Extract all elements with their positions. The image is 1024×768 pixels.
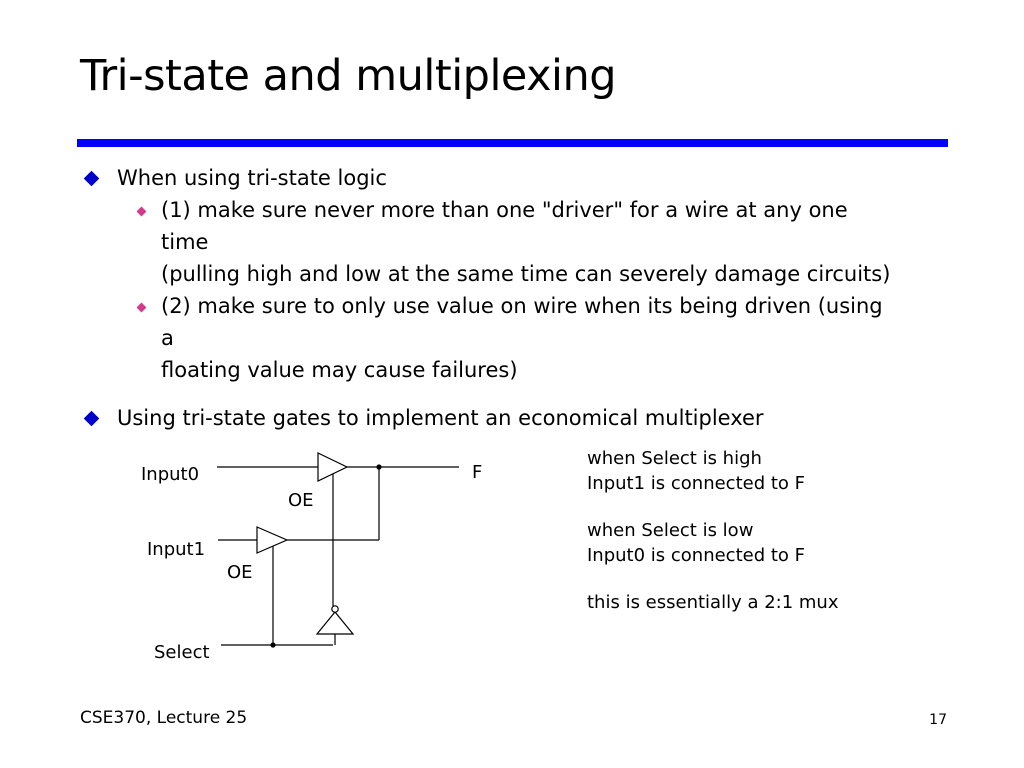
oe-label-bottom: OE: [227, 562, 253, 583]
slide-title: Tri-state and multiplexing: [80, 51, 617, 101]
note-line: this is essentially a 2:1 mux: [587, 592, 839, 613]
footer-course: CSE370, Lecture 25: [80, 708, 248, 728]
slide-number: 17: [929, 712, 947, 728]
sub-bullet-line: (pulling high and low at the same time can severely damage circuits): [161, 262, 891, 286]
bullet-text: When using tri-state logic: [117, 166, 387, 190]
tristate-buffer-input1-icon: [257, 527, 287, 553]
note-line: Input0 is connected to F: [587, 545, 806, 566]
input0-label: Input0: [141, 464, 200, 485]
sub-bullet-line: time: [161, 230, 209, 254]
output-label: F: [472, 462, 483, 483]
sub-bullet-line: (1) make sure never more than one "driver" for a wire at any one: [161, 198, 848, 222]
inverter-icon: [317, 612, 353, 634]
input1-label: Input1: [147, 539, 206, 560]
note-line: Input1 is connected to F: [587, 473, 806, 494]
oe-label-top: OE: [288, 490, 314, 511]
note-line: when Select is low: [587, 520, 754, 541]
select-label: Select: [154, 642, 210, 663]
note-line: when Select is high: [587, 448, 762, 469]
sub-bullet-line: floating value may cause failures): [161, 358, 518, 382]
note-summary: [587, 590, 838, 615]
sub-bullet-line: (2) make sure to only use value on wire when its being driven (using: [161, 294, 883, 318]
sub-bullet-line: a: [161, 326, 174, 350]
note-select-low: [587, 518, 838, 568]
mux-notes: [587, 446, 838, 637]
bullet-text: Using tri-state gates to implement an economical multiplexer: [117, 406, 764, 430]
select-junction-dot: [271, 643, 275, 647]
note-select-high: [587, 446, 838, 496]
inverter-bubble-icon: [332, 606, 338, 612]
